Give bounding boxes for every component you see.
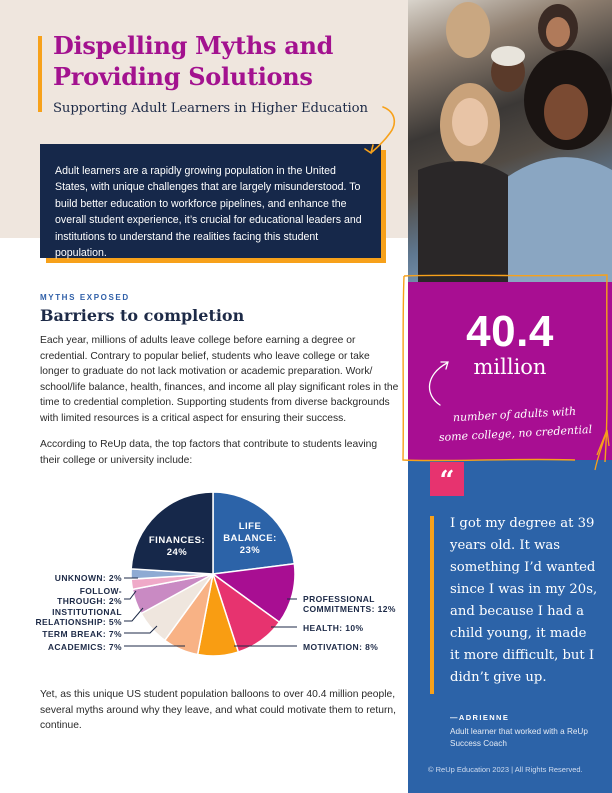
body-paragraph-3: Yet, as this unique US student population balloons to over 40.4 million people, several myths around why they leave, and what could motivate them to return, continue. xyxy=(40,689,396,732)
institutional-line-1: INSTITUTIONAL xyxy=(52,607,122,617)
intro-text: Adult learners are a rapidly growing population in the United States, with unique challenges that are largely misunderstood. To build better education to workforce pipelines, and enhance the overall student experience, it’s crucial for educational leaders and institutions to understand the realities facing this student population. xyxy=(55,165,362,260)
pie-label-academics: ACADEMICS: 7% xyxy=(47,642,122,652)
pie-label-life-balance xyxy=(220,521,280,557)
quote-author-role: Adult learner that worked with a ReUp Success Coach xyxy=(450,727,588,748)
pie-label-term-break: TERM BREAK: 7% xyxy=(42,629,122,639)
finances-name: FINANCES: xyxy=(148,535,206,546)
body-paragraph-1: Each year, millions of adults leave college before earning a degree or credential. Contrary to popular belief, students who leave college or take longer to graduate do not lack motivation or academic preparation. Work/ school/life balance, health, finances, and income all play significant roles in the time to credential completion. Supporting students from diverse backgrounds with limited resources is a critical aspect for ensuring their success. xyxy=(40,335,399,424)
title-line-2: Providing Solutions xyxy=(53,62,313,91)
body-paragraph-2: According to ReUp data, the top factors that contribute to students leaving their college or university include: xyxy=(40,439,378,466)
stat-unit: million xyxy=(473,355,547,379)
pie-label-motivation: MOTIVATION: 8% xyxy=(303,642,379,652)
quote-mark-icon: “ xyxy=(430,462,464,496)
copyright: © ReUp Education 2023 | All Rights Reserved. xyxy=(428,765,583,774)
pie-label-health: HEALTH: 10% xyxy=(303,623,364,633)
pie-label-professional xyxy=(303,594,396,614)
quote-accent-bar xyxy=(430,516,434,694)
life-balance-name-2: BALANCE: xyxy=(223,533,277,544)
life-balance-name-1: LIFE xyxy=(238,521,262,532)
stat-number: 40.4 xyxy=(466,307,554,356)
follow-through-line-1: FOLLOW- xyxy=(79,586,122,596)
section-title: Barriers to completion xyxy=(40,306,245,325)
finances-pct: 24% xyxy=(166,547,188,558)
people-photo-icon xyxy=(408,0,612,282)
professional-line-2: COMMITMENTS: 12% xyxy=(303,604,396,614)
pie-slices xyxy=(131,492,295,656)
institutional-line-2: RELATIONSHIP: 5% xyxy=(35,617,122,627)
hero-photo xyxy=(408,0,612,282)
professional-line-1: PROFESSIONAL xyxy=(303,594,375,604)
quote-author: —ADRIENNE xyxy=(450,713,510,722)
stat-caption-line-2: some college, no credential xyxy=(438,422,593,444)
life-balance-pct: 23% xyxy=(239,545,261,556)
pie-label-institutional xyxy=(35,607,122,627)
pie-label-finances xyxy=(146,535,208,559)
section-kicker: MYTHS EXPOSED xyxy=(40,293,130,302)
pie-label-unknown: UNKNOWN: 2% xyxy=(54,573,122,583)
page-subtitle: Supporting Adult Learners in Higher Education xyxy=(53,101,368,116)
pie-slice-finances xyxy=(131,492,213,574)
title-line-1: Dispelling Myths and xyxy=(53,31,334,60)
testimonial-quote: I got my degree at 39 years old. It was something I’d wanted since I was in my 20s, and because I had a child young, it made it more difficult, but I didn’t give up. xyxy=(450,516,598,685)
pie-label-follow-through xyxy=(57,586,122,606)
stat-caption-line-1: number of adults with xyxy=(452,404,577,425)
follow-through-line-2: THROUGH: 2% xyxy=(57,596,122,606)
